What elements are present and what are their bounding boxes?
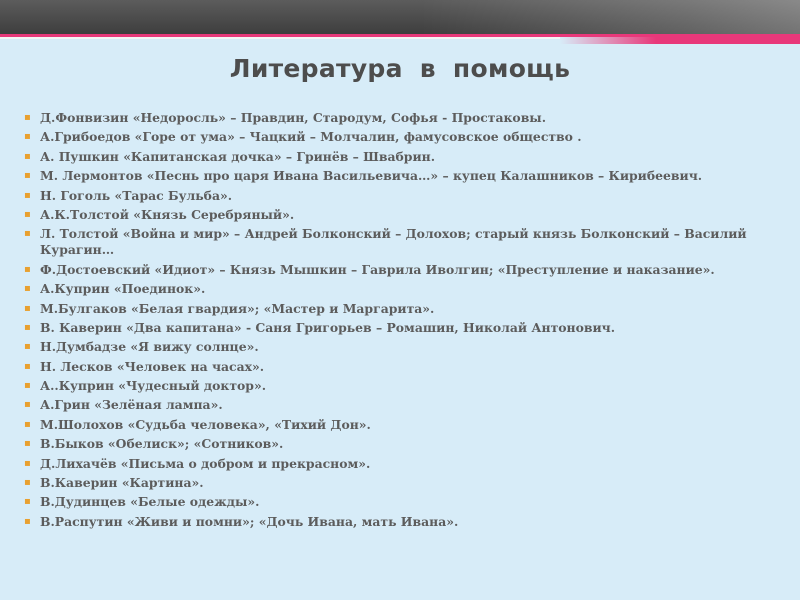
bullet-icon: ▪ [24, 341, 31, 353]
list-item-text: М.Булгаков «Белая гвардия»; «Мастер и Маргарита». [40, 300, 435, 316]
bullet-icon: ▪ [24, 321, 31, 333]
bullet-icon: ▪ [24, 170, 31, 182]
bullet-icon: ▪ [24, 477, 31, 489]
list-item [24, 301, 764, 317]
list-item-text: В.Каверин «Картина». [40, 475, 204, 491]
list-item [24, 436, 764, 452]
list-item-text: А..Куприн «Чудесный доктор». [40, 378, 267, 394]
list-item [24, 129, 764, 145]
list-item-text: Ф.Достоевский «Идиот» – Князь Мышкин – Гаврила Иволгин; «Преступление и наказание». [40, 261, 715, 277]
top-banner [0, 0, 800, 34]
list-item [24, 149, 764, 165]
list-item [24, 456, 764, 472]
list-item-text: Д.Лихачёв «Письма о добром и прекрасном». [40, 455, 371, 471]
list-item [24, 378, 764, 394]
list-item-text: Н. Лесков «Человек на часах». [40, 358, 265, 374]
bullet-icon: ▪ [24, 283, 31, 295]
bullet-icon: ▪ [24, 189, 31, 201]
bullet-icon: ▪ [24, 399, 31, 411]
list-item-text: Д.Фонвизин «Недоросль» – Правдин, Стародум, Софья - Простаковы. [40, 110, 547, 125]
reading-list [24, 110, 764, 533]
list-item [24, 514, 764, 530]
bullet-icon: ▪ [24, 228, 31, 240]
list-item [24, 110, 764, 126]
list-item [24, 397, 764, 413]
bullet-icon: ▪ [24, 302, 31, 314]
list-item [24, 281, 764, 297]
list-item-text: М.Шолохов «Судьба человека», «Тихий Дон». [40, 416, 371, 432]
list-item [24, 339, 764, 355]
list-item-text: А.К.Толстой «Князь Серебряный». [40, 206, 295, 222]
list-item [24, 207, 764, 223]
banner-shine [420, 0, 800, 34]
list-item-text: Л. Толстой «Война и мир» – Андрей Болконский – Долохов; старый князь Болконский – Василий Курагин… [40, 226, 747, 258]
list-item [24, 494, 764, 510]
slide-title: Литература в помощь [229, 54, 571, 83]
bullet-icon: ▪ [24, 263, 31, 275]
bullet-icon: ▪ [24, 496, 31, 508]
bullet-icon: ▪ [24, 112, 31, 123]
list-item-text: А.Куприн «Поединок». [40, 281, 206, 297]
list-item-text: Н.Думбадзе «Я вижу солнце». [40, 339, 259, 355]
bullet-icon: ▪ [24, 208, 31, 220]
list-item [24, 417, 764, 433]
list-item [24, 475, 764, 491]
list-item-text: В.Распутин «Живи и помни»; «Дочь Ивана, мать Ивана». [40, 513, 459, 529]
bullet-icon: ▪ [24, 438, 31, 450]
list-item-text: В. Каверин «Два капитана» - Саня Григорьев – Ромашин, Николай Антонович. [40, 319, 616, 335]
list-item [24, 226, 764, 258]
list-item-text: А.Грибоедов «Горе от ума» – Чацкий – Молчалин, фамусовское общество . [40, 129, 582, 145]
bullet-icon: ▪ [24, 131, 31, 143]
accent-band [560, 37, 800, 44]
list-item-text: В.Дудинцев «Белые одежды». [40, 494, 260, 510]
list-item [24, 320, 764, 336]
list-item [24, 188, 764, 204]
list-item [24, 262, 764, 278]
bullet-icon: ▪ [24, 150, 31, 162]
bullet-icon: ▪ [24, 418, 31, 430]
list-item-text: А.Грин «Зелёная лампа». [40, 397, 223, 413]
bullet-icon: ▪ [24, 360, 31, 372]
list-item-text: В.Быков «Обелиск»; «Сотников». [40, 436, 284, 452]
list-item [24, 168, 764, 184]
bullet-icon: ▪ [24, 380, 31, 392]
list-item-text: А. Пушкин «Капитанская дочка» – Гринёв – Швабрин. [40, 148, 436, 164]
list-item-text: Н. Гоголь «Тарас Бульба». [40, 187, 233, 203]
bullet-icon: ▪ [24, 515, 31, 527]
divider-line [0, 37, 560, 39]
list-item-text: М. Лермонтов «Песнь про царя Ивана Васильевича…» – купец Калашников – Кирибеевич. [40, 168, 703, 184]
bullet-icon: ▪ [24, 457, 31, 469]
list-item [24, 359, 764, 375]
